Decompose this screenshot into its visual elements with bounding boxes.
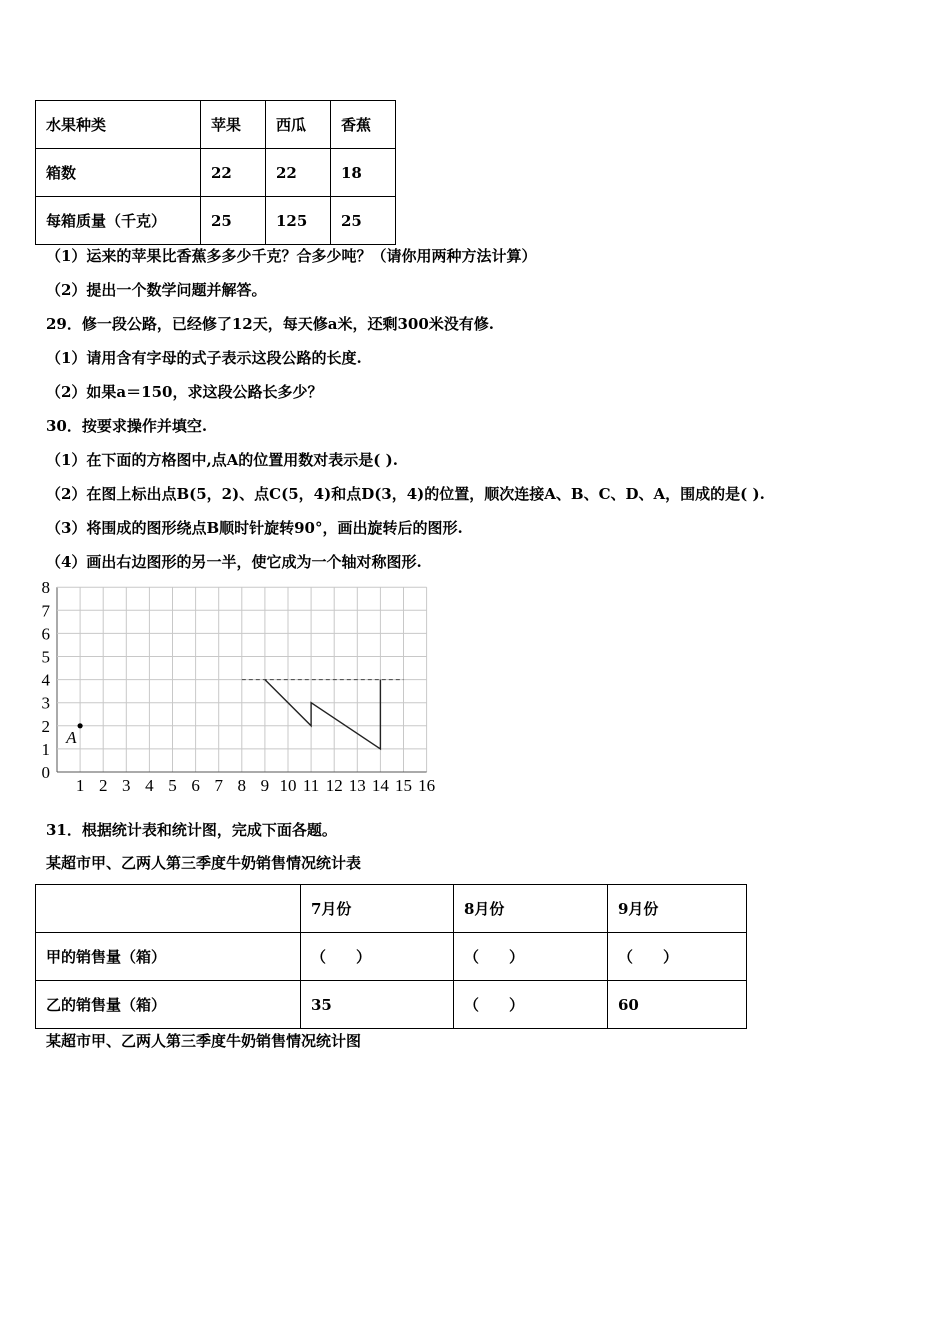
table-cell: 22 xyxy=(201,149,266,197)
table-row xyxy=(36,197,396,245)
table-cell: （ ） xyxy=(454,933,608,981)
point-a-label: A xyxy=(66,727,77,747)
x-tick-label: 1 xyxy=(75,776,85,795)
y-tick-label: 0 xyxy=(41,763,50,782)
q30-sub1: （1）在下面的方格图中,点A的位置用数对表示是( ). xyxy=(46,451,398,469)
point-a-dot xyxy=(78,723,83,728)
x-tick-label: 10 xyxy=(279,776,297,795)
fruit-table xyxy=(35,100,396,245)
y-tick-label: 3 xyxy=(41,693,50,713)
table-cell: 乙的销售量（箱） xyxy=(36,981,301,1029)
table-cell: 甲的销售量（箱） xyxy=(36,933,301,981)
y-tick-label: 2 xyxy=(41,716,50,736)
table-header-cell: 苹果 xyxy=(201,101,266,149)
table-row xyxy=(36,101,396,149)
x-tick-label: 15 xyxy=(395,776,412,795)
x-tick-label: 9 xyxy=(260,776,270,795)
table-cell: 125 xyxy=(266,197,331,245)
x-tick-label: 2 xyxy=(98,776,108,795)
q30-sub2: （2）在图上标出点B(5，2)、点C(5，4)和点D(3，4)的位置，顺次连接A、B、C、D、A，围成的是( ). xyxy=(46,485,765,503)
table-cell: 25 xyxy=(331,197,396,245)
table-header-cell: 8月份 xyxy=(454,885,608,933)
table-header-cell: 9月份 xyxy=(608,885,747,933)
table-cell: （ ） xyxy=(301,933,454,981)
q28-sub1: （1）运来的苹果比香蕉多多少千克？合多少吨？（请你用两种方法计算） xyxy=(46,247,537,265)
y-tick-label: 7 xyxy=(41,601,50,621)
q29-sub1: （1）请用含有字母的式子表示这段公路的长度. xyxy=(46,349,362,367)
q30-stem: 30．按要求操作并填空. xyxy=(46,417,208,435)
milk-table xyxy=(35,884,747,1029)
y-tick-label: 6 xyxy=(41,624,50,644)
milk-chart-title: 某超市甲、乙两人第三季度牛奶销售情况统计图 xyxy=(46,1032,362,1050)
x-tick-label: 7 xyxy=(214,776,223,795)
milk-table-title: 某超市甲、乙两人第三季度牛奶销售情况统计表 xyxy=(46,854,362,872)
table-cell: 25 xyxy=(201,197,266,245)
x-tick-label: 5 xyxy=(168,776,177,795)
x-tick-label: 14 xyxy=(371,776,389,795)
table-cell: 18 xyxy=(331,149,396,197)
table-cell: 箱数 xyxy=(36,149,201,197)
table-row xyxy=(36,981,747,1029)
table-header-cell: 西瓜 xyxy=(266,101,331,149)
q29-sub2: （2）如果a＝150，求这段公路长多少？ xyxy=(46,383,323,401)
table-header-cell: 水果种类 xyxy=(36,101,201,149)
table-cell: 每箱质量（千克） xyxy=(36,197,201,245)
table-row xyxy=(36,885,747,933)
q28-sub2: （2）提出一个数学问题并解答。 xyxy=(46,281,267,299)
q30-sub3: （3）将围成的图形绕点B顺时针旋转90°，画出旋转后的图形. xyxy=(46,519,463,537)
x-tick-label: 13 xyxy=(348,776,366,795)
table-cell: 22 xyxy=(266,149,331,197)
x-tick-label: 16 xyxy=(418,776,436,795)
table-cell: 60 xyxy=(608,981,747,1029)
y-tick-label: 4 xyxy=(41,670,50,690)
coordinate-grid xyxy=(0,580,460,800)
q29-stem: 29．修一段公路，已经修了12天，每天修a米，还剩300米没有修. xyxy=(46,315,495,333)
q30-sub4: （4）画出右边图形的另一半，使它成为一个轴对称图形. xyxy=(46,553,422,571)
q31-stem: 31．根据统计表和统计图，完成下面各题。 xyxy=(46,821,337,839)
y-tick-label: 1 xyxy=(41,739,50,759)
y-tick-label: 8 xyxy=(41,580,50,598)
x-tick-label: 11 xyxy=(302,776,320,795)
table-header-cell: 香蕉 xyxy=(331,101,396,149)
table-row xyxy=(36,149,396,197)
table-row xyxy=(36,933,747,981)
half-figure-polyline xyxy=(265,680,381,749)
x-tick-label: 6 xyxy=(191,776,200,795)
x-tick-label: 3 xyxy=(122,776,131,795)
x-tick-label: 4 xyxy=(145,776,154,795)
table-cell: （ ） xyxy=(454,981,608,1029)
table-header-cell xyxy=(36,885,301,933)
table-cell: 35 xyxy=(301,981,454,1029)
y-tick-label: 5 xyxy=(41,647,50,667)
x-tick-label: 8 xyxy=(237,776,247,795)
table-header-cell: 7月份 xyxy=(301,885,454,933)
x-tick-label: 12 xyxy=(325,776,343,795)
table-cell: （ ） xyxy=(608,933,747,981)
